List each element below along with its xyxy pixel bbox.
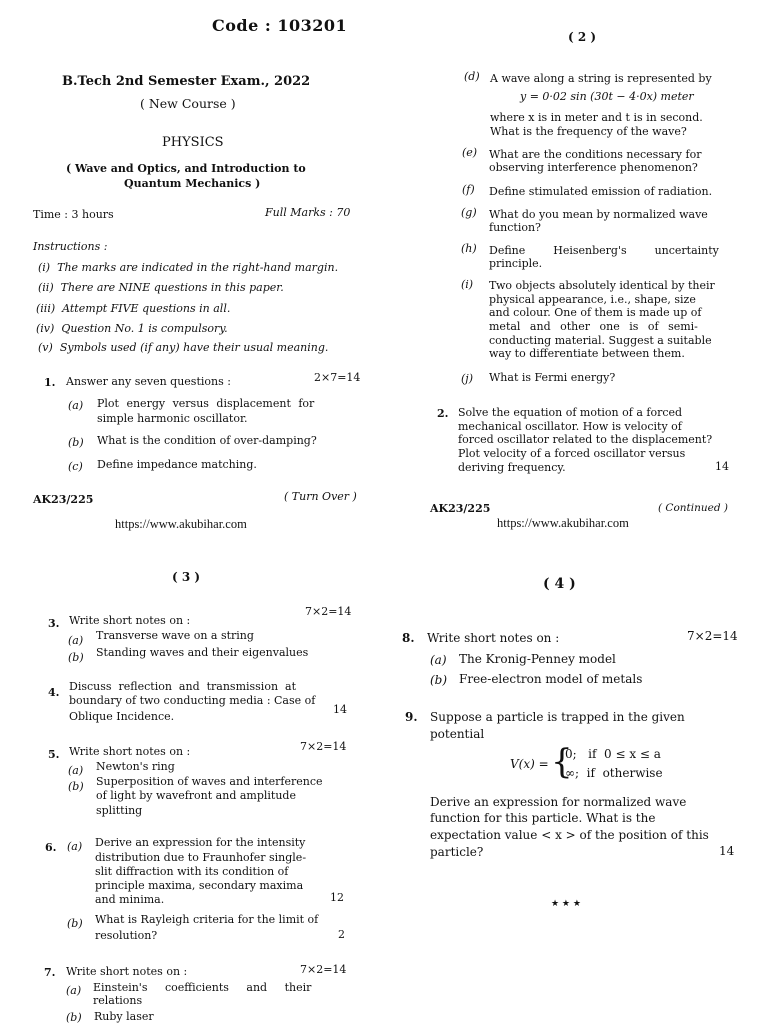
q7-marks: 7×2=14 <box>300 963 347 976</box>
qe-line1: What are the conditions necessary for <box>489 148 702 161</box>
footer-code-2: AK23/225 <box>430 502 491 515</box>
q6b-label: (b) <box>67 917 83 930</box>
qj-label: (j) <box>461 372 473 385</box>
q1b-label: (b) <box>68 436 84 449</box>
q9-line6: particle? <box>430 845 484 859</box>
qi-line4: metal and other one is of semi- <box>489 320 698 333</box>
instructions-heading: Instructions : <box>33 240 108 253</box>
qg-line1: What do you mean by normalized wave <box>489 208 708 221</box>
q7-number: 7. <box>44 966 56 979</box>
q5-number: 5. <box>48 748 60 761</box>
q2-line4: Plot velocity of a forced oscillator versus <box>458 447 686 460</box>
q4-number: 4. <box>48 686 60 699</box>
q7a-line2: relations <box>93 994 143 1007</box>
q3b-label: (b) <box>68 651 84 664</box>
qi-label: (i) <box>461 278 474 291</box>
q8-marks: 7×2=14 <box>687 629 738 643</box>
q9-line4: function for this particle. What is the <box>430 811 656 825</box>
subject: PHYSICS <box>162 135 224 150</box>
instruction-5: (v) Symbols used (if any) have their usual meaning. <box>38 341 329 354</box>
q8-number: 8. <box>402 631 415 645</box>
q4-line2: boundary of two conducting media : Case of <box>69 694 316 707</box>
footer-note-2: ( Continued ) <box>658 502 729 514</box>
q1c-label: (c) <box>68 460 83 473</box>
q5b-label: (b) <box>68 780 84 793</box>
q7-text: Write short notes on : <box>66 965 188 978</box>
qe-label: (e) <box>462 146 478 159</box>
q9-marks: 14 <box>719 844 735 858</box>
q8b-text: Free-electron model of metals <box>459 672 643 686</box>
q6a-line2: distribution due to Fraunhofer single- <box>95 851 307 864</box>
course-type: ( New Course ) <box>140 96 236 111</box>
q3b-text: Standing waves and their eigenvalues <box>96 646 309 659</box>
qe-line2: observing interference phenomenon? <box>489 161 698 174</box>
qd-line2: where x is in meter and t is in second. <box>490 111 703 124</box>
q2-line2: mechanical oscillator. How is velocity of <box>458 420 682 433</box>
qi-line6: way to differentiate between them. <box>489 347 685 360</box>
q5a-text: Newton's ring <box>96 760 175 773</box>
q3-text: Write short notes on : <box>69 614 191 627</box>
qf-label: (f) <box>462 183 475 196</box>
q1c-text: Define impedance matching. <box>97 458 257 471</box>
q9-number: 9. <box>405 710 418 724</box>
q6b-line2: resolution? <box>95 929 158 942</box>
q4-marks: 14 <box>333 703 347 716</box>
q3-marks: 7×2=14 <box>305 605 352 618</box>
q2-number: 2. <box>437 407 449 420</box>
q5b-line2: of light by wavefront and amplitude <box>96 789 296 802</box>
q7b-text: Ruby laser <box>94 1010 154 1023</box>
subject-subtitle-1: ( Wave and Optics, and Introduction to <box>66 162 306 175</box>
end-stars: ★ ★ ★ <box>551 899 581 909</box>
footer-code: AK23/225 <box>33 493 94 506</box>
q2-line5: deriving frequency. <box>458 461 566 474</box>
q6a-line1: Derive an expression for the intensity <box>95 836 306 849</box>
exam-code: Code : 103201 <box>212 16 348 35</box>
q4-line3: Oblique Incidence. <box>69 710 175 723</box>
q1-marks: 2×7=14 <box>314 371 361 384</box>
source-url-2[interactable]: https://www.akubihar.com <box>497 516 629 530</box>
qd-equation: y = 0·02 sin (30t − 4·0x) meter <box>520 90 694 103</box>
page-number-3: ( 3 ) <box>172 570 201 584</box>
q6-number: 6. <box>45 841 57 854</box>
q5-marks: 7×2=14 <box>300 740 347 753</box>
qd-label: (d) <box>464 70 480 83</box>
q5-text: Write short notes on : <box>69 745 191 758</box>
q6a-line5: and minima. <box>95 893 165 906</box>
q3a-label: (a) <box>68 634 84 647</box>
qh-label: (h) <box>461 242 477 255</box>
potential-lhs: V(x) = <box>510 757 549 771</box>
page-number: ( 2 ) <box>568 30 597 44</box>
q9-line5: expectation value < x > of the position of this <box>430 828 709 842</box>
potential-case-1: 0; if 0 ≤ x ≤ a <box>565 747 661 761</box>
q2-line3: forced oscillator related to the displacement? <box>458 433 713 446</box>
q8b-label: (b) <box>430 673 448 687</box>
q8a-text: The Kronig-Penney model <box>459 652 616 666</box>
potential-case-2: ∞; if otherwise <box>565 766 663 780</box>
qf-text: Define stimulated emission of radiation. <box>489 185 713 198</box>
instruction-1: (i) The marks are indicated in the right-hand margin. <box>38 261 339 274</box>
q5a-label: (a) <box>68 764 84 777</box>
subject-subtitle-2: Quantum Mechanics ) <box>124 177 261 190</box>
qg-line2: function? <box>489 221 541 234</box>
q6a-label: (a) <box>67 840 83 853</box>
q8a-label: (a) <box>430 653 447 667</box>
q7a-line1: Einstein's coefficients and their <box>93 981 312 994</box>
q1b-text: What is the condition of over-damping? <box>97 434 317 447</box>
q4-line1: Discuss reflection and transmission at <box>69 680 297 693</box>
q2-marks: 14 <box>715 460 729 473</box>
qd-line3: What is the frequency of the wave? <box>490 125 687 138</box>
q6a-marks: 12 <box>330 891 344 904</box>
q6a-line3: slit diffraction with its condition of <box>95 865 289 878</box>
time: Time : 3 hours <box>33 208 114 221</box>
source-url[interactable]: https://www.akubihar.com <box>115 517 247 531</box>
q1a-line1: Plot energy versus displacement for <box>97 397 315 410</box>
qi-line1: Two objects absolutely identical by their <box>489 279 715 292</box>
instruction-3: (iii) Attempt FIVE questions in all. <box>36 302 231 315</box>
q1a-line2: simple harmonic oscillator. <box>97 412 248 425</box>
page-number-4: ( 4 ) <box>543 576 576 592</box>
q7b-label: (b) <box>66 1011 82 1024</box>
qh-line2: principle. <box>489 257 543 270</box>
q3-number: 3. <box>48 617 60 630</box>
instruction-4: (iv) Question No. 1 is compulsory. <box>36 322 228 335</box>
q9-line2: potential <box>430 727 485 741</box>
q6a-line4: principle maxima, secondary maxima <box>95 879 304 892</box>
exam-title: B.Tech 2nd Semester Exam., 2022 <box>62 74 311 89</box>
qh-line1: Define Heisenberg's uncertainty <box>489 244 719 257</box>
q5b-line3: splitting <box>96 804 143 817</box>
qd-line1: A wave along a string is represented by <box>490 72 712 85</box>
q9-line1: Suppose a particle is trapped in the given <box>430 710 685 724</box>
full-marks: Full Marks : 70 <box>265 206 351 219</box>
qi-line5: conducting material. Suggest a suitable <box>489 334 712 347</box>
q7a-label: (a) <box>66 984 82 997</box>
q6b-line1: What is Rayleigh criteria for the limit of <box>95 913 319 926</box>
qi-line2: physical appearance, i.e., shape, size <box>489 293 696 306</box>
instruction-2: (ii) There are NINE questions in this paper. <box>38 281 284 294</box>
q2-line1: Solve the equation of motion of a forced <box>458 406 683 419</box>
potential-brace: { <box>551 742 573 782</box>
qj-text: What is Fermi energy? <box>489 371 616 384</box>
q5b-line1: Superposition of waves and interference <box>96 775 323 788</box>
qg-label: (g) <box>461 206 477 219</box>
q1-number: 1. <box>44 376 56 389</box>
q1a-label: (a) <box>68 399 84 412</box>
q6b-marks: 2 <box>338 928 345 941</box>
q1-text: Answer any seven questions : <box>66 375 231 388</box>
footer-note: ( Turn Over ) <box>284 490 357 503</box>
q3a-text: Transverse wave on a string <box>96 629 254 642</box>
q8-text: Write short notes on : <box>427 631 560 645</box>
q9-line3: Derive an expression for normalized wave <box>430 795 687 809</box>
qi-line3: and colour. One of them is made up of <box>489 306 702 319</box>
